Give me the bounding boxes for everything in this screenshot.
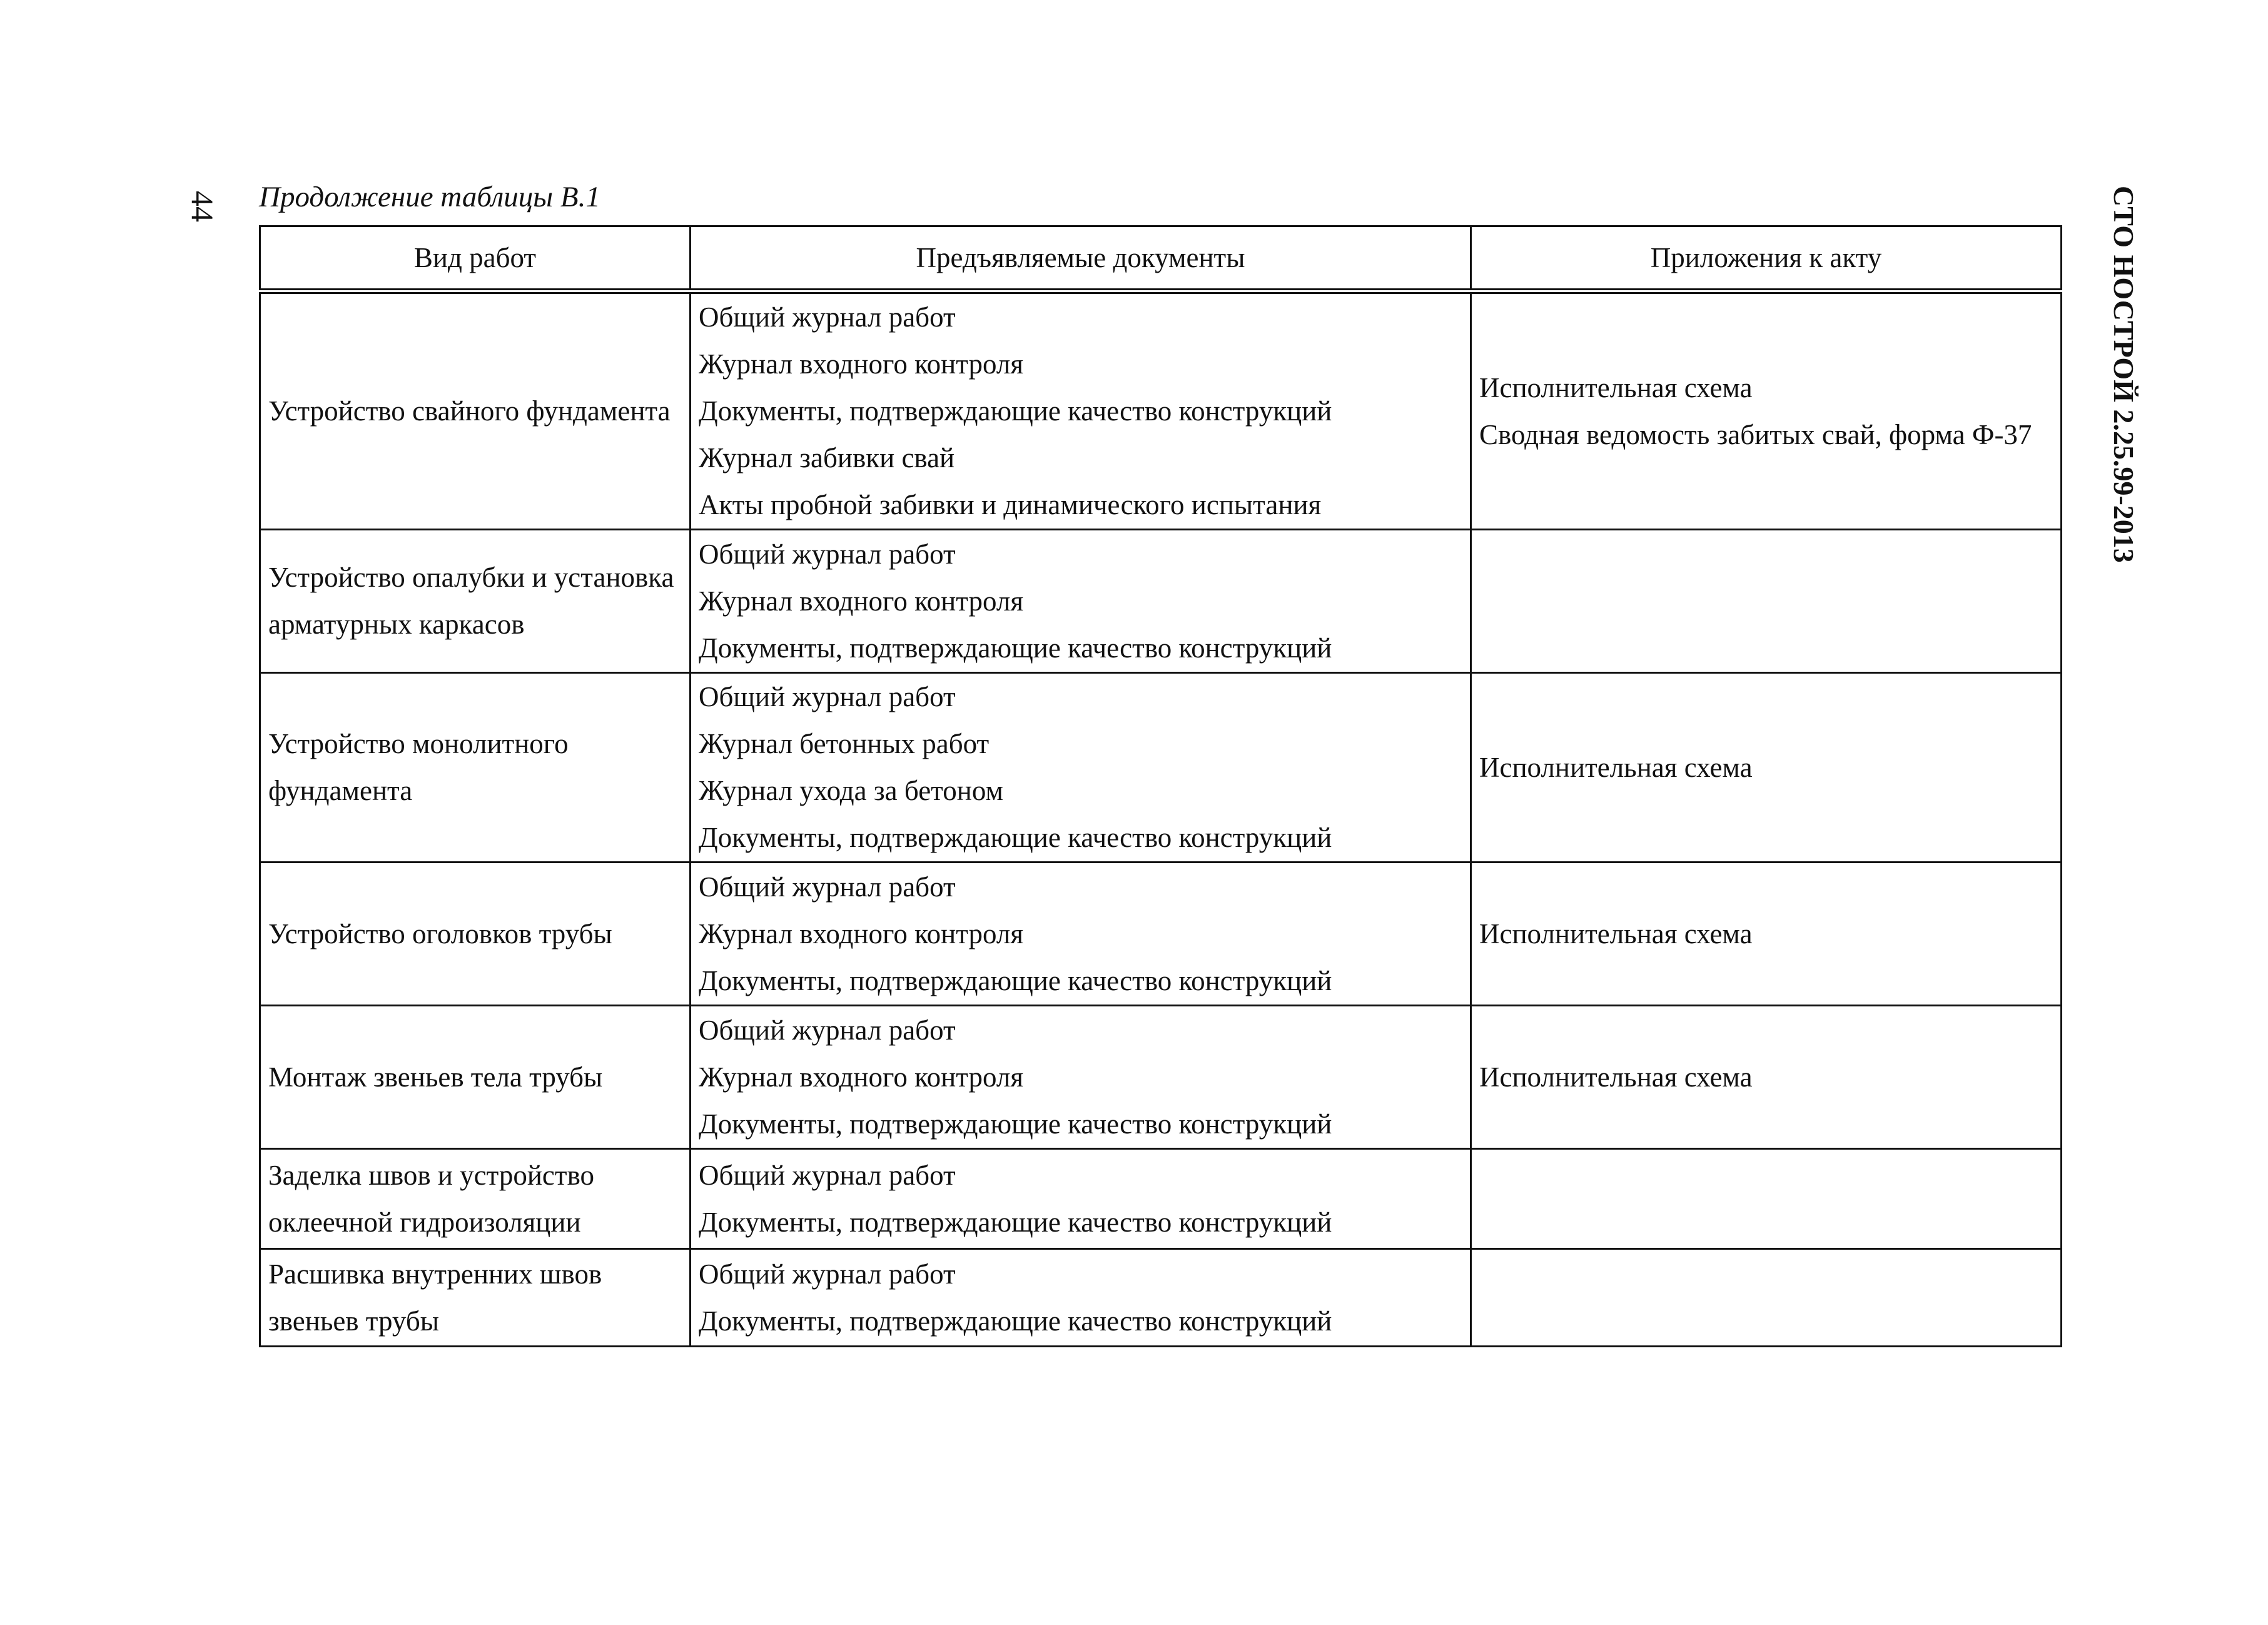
attachment-item: Сводная ведомость забитых свай, форма Ф-37 bbox=[1479, 418, 2032, 450]
cell-attachments bbox=[1471, 1149, 2062, 1249]
cell-work-type bbox=[260, 1006, 691, 1149]
cell-attachments bbox=[1471, 530, 2062, 673]
document-item: Общий журнал работ bbox=[699, 538, 956, 570]
work-type-text: Устройство опалубки и установка арматурных каркасов bbox=[268, 562, 674, 640]
table-header bbox=[260, 226, 2062, 291]
work-type-text: Заделка швов и устройство оклеечной гидроизоляции bbox=[268, 1159, 595, 1238]
header-attachments: Приложения к акту bbox=[1471, 226, 2062, 291]
document-item: Журнал входного контроля bbox=[699, 585, 1024, 617]
table-row bbox=[260, 1149, 2062, 1249]
document-item: Общий журнал работ bbox=[699, 681, 956, 712]
work-type-text: Устройство монолитного фундамента bbox=[268, 728, 569, 806]
table-row bbox=[260, 1006, 2062, 1149]
cell-documents bbox=[691, 673, 1471, 863]
document-item: Общий журнал работ bbox=[699, 301, 956, 333]
table-row bbox=[260, 673, 2062, 863]
cell-documents bbox=[691, 1149, 1471, 1249]
work-type-text: Монтаж звеньев тела трубы bbox=[268, 1061, 603, 1093]
cell-attachments bbox=[1471, 1006, 2062, 1149]
table-row bbox=[260, 530, 2062, 673]
cell-work-type bbox=[260, 1249, 691, 1347]
document-item: Документы, подтверждающие качество конструкций bbox=[699, 822, 1332, 853]
attachment-item: Исполнительная схема bbox=[1479, 1061, 1753, 1093]
work-type-text: Устройство свайного фундамента bbox=[268, 395, 671, 427]
cell-attachments bbox=[1471, 863, 2062, 1006]
cell-attachments bbox=[1471, 1249, 2062, 1347]
header-documents: Предъявляемые документы bbox=[691, 226, 1471, 291]
attachment-item: Исполнительная схема bbox=[1479, 918, 1753, 949]
document-item: Документы, подтверждающие качество конструкций bbox=[699, 395, 1332, 427]
cell-work-type bbox=[260, 1149, 691, 1249]
document-item: Общий журнал работ bbox=[699, 1258, 956, 1290]
cell-documents bbox=[691, 863, 1471, 1006]
cell-work-type bbox=[260, 863, 691, 1006]
document-item: Журнал ухода за бетоном bbox=[699, 775, 1003, 806]
cell-work-type bbox=[260, 673, 691, 863]
header-work-type: Вид работ bbox=[260, 226, 691, 291]
work-type-text: Устройство оголовков трубы bbox=[268, 918, 612, 949]
cell-attachments bbox=[1471, 291, 2062, 530]
table-body bbox=[260, 291, 2062, 1347]
document-code: СТО НОСТРОЙ 2.25.99-2013 bbox=[2108, 186, 2140, 563]
work-type-text: Расшивка внутренних швов звеньев трубы bbox=[268, 1258, 602, 1337]
document-item: Акты пробной забивки и динамического испытания bbox=[699, 489, 1322, 520]
document-item: Журнал входного контроля bbox=[699, 918, 1024, 949]
document-item: Журнал бетонных работ bbox=[699, 728, 990, 759]
document-item: Журнал входного контроля bbox=[699, 348, 1024, 380]
document-item: Общий журнал работ bbox=[699, 1014, 956, 1046]
works-table bbox=[259, 225, 2062, 1347]
document-item: Документы, подтверждающие качество конструкций bbox=[699, 1206, 1332, 1238]
table-row bbox=[260, 863, 2062, 1006]
document-item: Документы, подтверждающие качество конструкций bbox=[699, 1305, 1332, 1337]
document-item: Документы, подтверждающие качество конструкций bbox=[699, 1108, 1332, 1140]
document-item: Общий журнал работ bbox=[699, 1159, 956, 1191]
cell-documents bbox=[691, 1249, 1471, 1347]
document-item: Журнал входного контроля bbox=[699, 1061, 1024, 1093]
page-number: 44 bbox=[185, 191, 220, 222]
cell-documents bbox=[691, 1006, 1471, 1149]
table-caption: Продолжение таблицы В.1 bbox=[259, 181, 600, 213]
table-container bbox=[259, 225, 2060, 1347]
document-item: Общий журнал работ bbox=[699, 871, 956, 903]
cell-work-type bbox=[260, 291, 691, 530]
attachment-item: Исполнительная схема bbox=[1479, 372, 1753, 403]
table-row bbox=[260, 1249, 2062, 1347]
document-item: Журнал забивки свай bbox=[699, 442, 955, 473]
cell-work-type bbox=[260, 530, 691, 673]
cell-documents bbox=[691, 530, 1471, 673]
document-item: Документы, подтверждающие качество конструкций bbox=[699, 632, 1332, 664]
document-item: Документы, подтверждающие качество конструкций bbox=[699, 964, 1332, 996]
cell-attachments bbox=[1471, 673, 2062, 863]
attachment-item: Исполнительная схема bbox=[1479, 751, 1753, 783]
header-row bbox=[260, 226, 2062, 291]
table-row bbox=[260, 291, 2062, 530]
cell-documents bbox=[691, 291, 1471, 530]
